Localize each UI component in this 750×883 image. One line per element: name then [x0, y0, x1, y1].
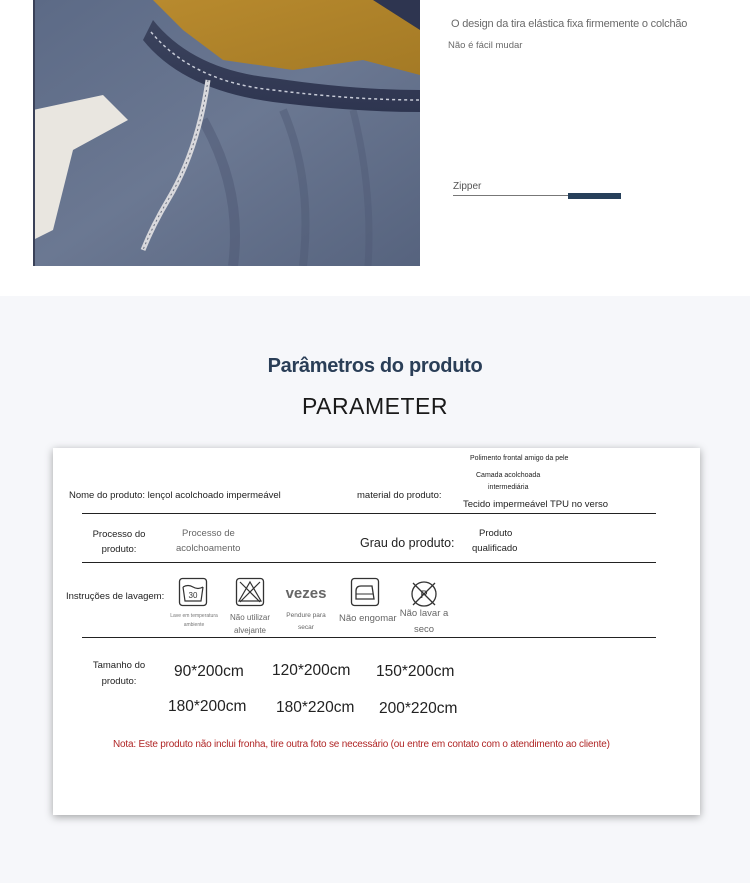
size-option: 180*200cm — [168, 698, 247, 715]
no-iron-icon — [350, 577, 380, 612]
wash-30-icon — [178, 577, 208, 612]
section-title-pt: Parâmetros do produto — [267, 355, 483, 377]
wash-label: Instruções de lavagem: — [66, 591, 165, 602]
no-iron-label: Não engomar — [339, 613, 397, 624]
grade-label: Grau do produto: — [360, 536, 455, 550]
elastic-note-sub: Não é fácil mudar — [448, 40, 523, 51]
no-dry-clean-label: Não lavar a seco — [399, 608, 449, 635]
hang-dry-text: vezes — [285, 585, 327, 602]
no-bleach-label: Não utilizar alvejante — [229, 613, 270, 635]
hang-dry-label: Pendure para secar — [286, 612, 326, 631]
section-title-en: PARAMETER — [302, 393, 448, 419]
material-value-1: Polimento frontal amigo da pele — [470, 455, 569, 462]
material-value-2: Camada acolchoada — [476, 472, 541, 479]
size-option: 200*220cm — [379, 700, 458, 717]
zipper-pull — [568, 193, 621, 199]
parameter-card — [53, 448, 700, 815]
size-option: 180*220cm — [276, 699, 355, 716]
elastic-note: O design da tira elástica fixa firmemente o colchão — [451, 18, 688, 30]
size-label: Tamanho do produto: — [92, 660, 146, 687]
zipper-label: Zipper — [453, 181, 482, 192]
material-label: material do produto: — [357, 490, 442, 501]
product-photo-elastic-band — [33, 0, 420, 266]
material-value-4: Tecido impermeável TPU no verso — [463, 499, 609, 510]
top-section — [0, 0, 750, 296]
wash-30-label: Lave em temperatura ambiente — [170, 613, 218, 628]
svg-text:30: 30 — [188, 591, 198, 600]
divider — [82, 637, 656, 638]
material-value-3: intermediária — [488, 484, 529, 491]
size-option: 150*200cm — [376, 663, 455, 680]
grade-value: Produto qualificado — [472, 528, 518, 554]
divider — [82, 513, 656, 514]
parameter-section — [0, 296, 750, 883]
no-bleach-icon — [235, 577, 265, 612]
product-name-label: Nome do produto: lençol acolchoado impermeável — [69, 490, 281, 501]
size-option: 120*200cm — [272, 662, 351, 679]
pillowcase-note: Nota: Este produto não inclui fronha, tire outra foto se necessário (ou entre em contato com o atendimento ao cliente) — [113, 739, 610, 750]
divider — [82, 562, 656, 563]
process-value: Processo de acolchoamento — [176, 528, 241, 554]
process-label: Processo do produto: — [92, 529, 146, 555]
size-option: 90*200cm — [174, 663, 244, 680]
svg-text:P: P — [420, 589, 428, 601]
